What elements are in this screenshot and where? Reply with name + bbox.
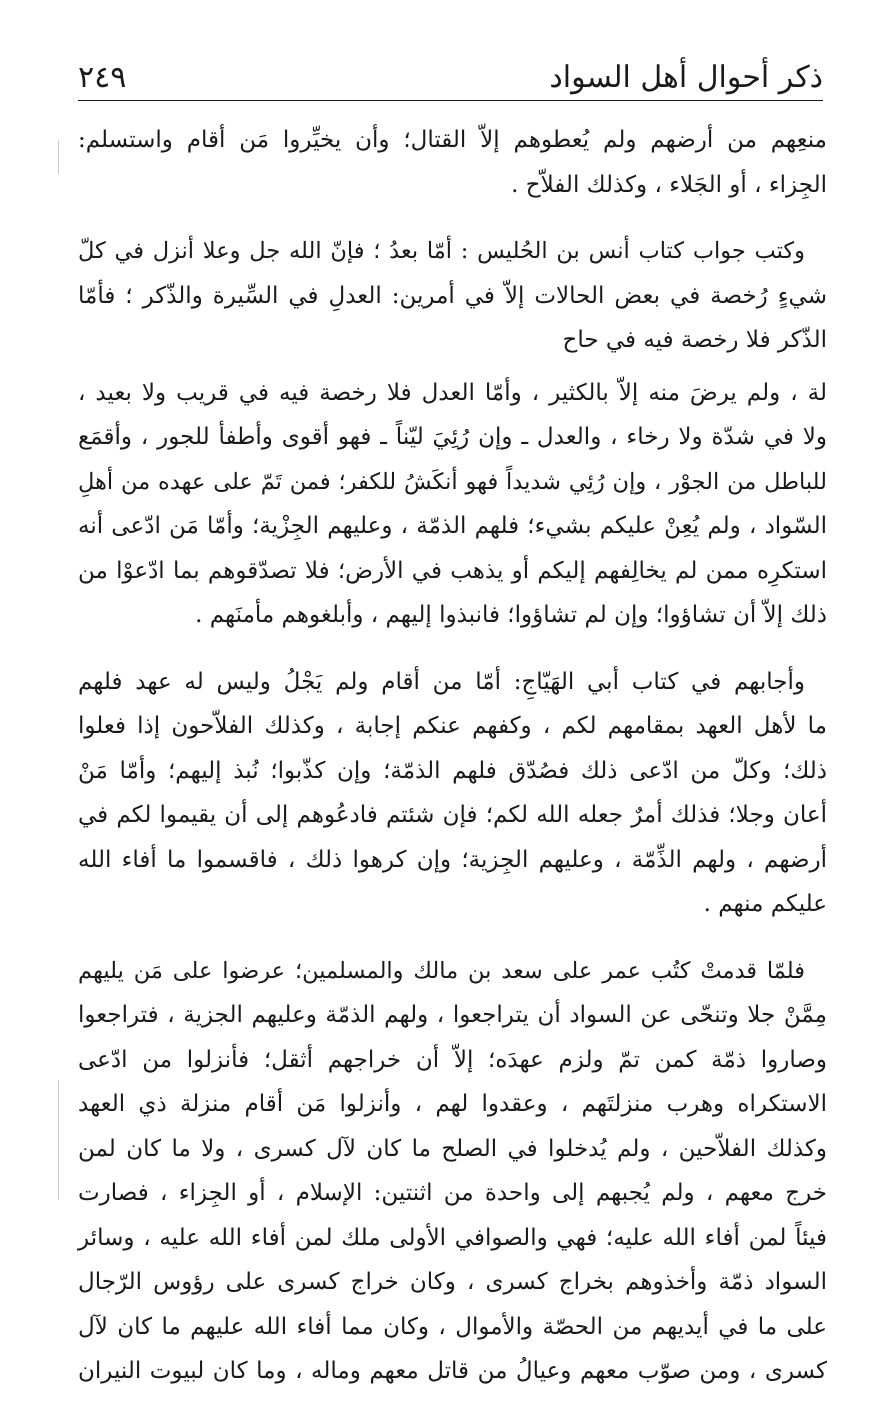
text-line: ذلك إلاّ أن تشاؤوا؛ وإن لم تشاؤوا؛ فانبذوا إليهم ، وأبلغوهم مأمنَهم . [195, 602, 827, 628]
text-line: على ما في أيديهم من الحصّة والأموال ، وكان مما أفاء الله عليهم ما كان لآل [78, 1313, 827, 1340]
page-header [78, 56, 823, 101]
text-line: فيئاً لمن أفاء الله عليه؛ فهي والصوافي الأولى ملك لمن أفاء الله عليه ، وسائر [78, 1224, 827, 1251]
text-line: الجِزاء ، أو الجَلاء ، وكذلك الفلاّح . [511, 171, 827, 198]
text-line: السّواد ، ولم يُعِنْ عليكم بشيء؛ فلهم الذمّة ، وعليهم الجِزْية؛ وأمّا مَن ادّعى أنه [78, 513, 827, 539]
text-line: وأجابهم في كتاب أبي الهَيّاجِ: أمّا من أقام ولم يَجْلُ وليس له عهد فلهم [78, 668, 805, 695]
text-line: الذّكر فلا رخصة فيه في حاح [562, 327, 827, 353]
text-line: السواد ذمّة وأخذوهم بخراج كسرى ، وكان خراج كسرى على رؤوس الرّجال [78, 1269, 827, 1295]
text-line: الاستكراه وهرب منزلتَهم ، وعقدوا لهم ، وأنزلوا مَن أقام منزلة ذي العهد [78, 1091, 827, 1117]
text-line: خرج معهم ، ولم يُجبهم إلى واحدة من اثنتين: الإسلام ، أو الجِزاء ، فصارت [78, 1180, 827, 1206]
paragraph [78, 371, 827, 638]
paragraph [78, 949, 827, 1394]
margin-mark [58, 140, 59, 174]
text-line: أرضهم ، ولهم الذِّمّة ، وعليهم الجِزية؛ وإن كرهوا ذلك ، فاقسموا ما أفاء الله [78, 846, 827, 873]
text-line: ذلك؛ وكلّ من ادّعى ذلك فصُدّق فلهم الذمّة؛ وإن كذّبوا؛ نُبذ إليهم؛ وأمّا مَنْ [78, 757, 827, 784]
text-line: ما لأهل العهد بمقامهم لكم ، وكفهم عنكم إجابة ، وكذلك الفلاّحون إذا فعلوا [78, 713, 827, 739]
body-text [78, 118, 827, 1416]
paragraph [78, 229, 827, 363]
page-number: ٢٤٩ [78, 60, 127, 95]
text-line: وكذلك الفلاّحين ، ولم يُدخلوا في الصلح ما كان لآل كسرى ، ولا ما كان لمن [78, 1135, 827, 1162]
text-line: وكتب جواب كتاب أنس بن الحُليس : أمّا بعدُ ؛ فإنّ الله جل وعلا أنزل في كلّ [78, 238, 805, 264]
text-line: استكرِه ممن لم يخالِفهم إليكم أو يذهب في الأرض؛ فلا تصدّقوهم بما ادّعوْا من [78, 557, 827, 584]
text-line: شيءٍ رُخصة في بعض الحالات إلاّ في أمرين: العدلِ في السِّيرة والذّكر ؛ فأمّا [78, 282, 827, 309]
text-line: فلمّا قدمتْ كتُب عمر على سعد بن مالك والمسلمين؛ عرضوا على مَن يليهم [78, 957, 805, 984]
text-line: لة ، ولم يرضَ منه إلاّ بالكثير ، وأمّا العدل فلا رخصة فيه في قريب ولا بعيد ، [78, 379, 827, 406]
text-line: مِمَّنْ جلا وتنحّى عن السواد أن يتراجعوا ، ولهم الذمّة وعليهم الجزية ، فتراجعوا [78, 1002, 827, 1028]
text-line: أعان وجلا؛ فذلك أمرٌ جعله الله لكم؛ فإن شئتم فادعُوهم إلى أن يقيموا لكم في [78, 802, 827, 828]
text-line: وصاروا ذمّة كمن تمّ ولزم عهدَه؛ إلاّ أن خراجهم أثقل؛ فأنزلوا من ادّعى [78, 1046, 827, 1073]
text-line: كسرى ، ومن صوّب معهم وعيالُ من قاتل معهم وماله ، وما كان لبيوت النيران [78, 1358, 827, 1384]
text-line: ولا في شدّة ولا رخاء ، والعدل ـ وإن رُئِيَ ليّناً ـ فهو أقوى وأطفأ للجور ، وأقمَع [78, 424, 827, 450]
text-line: منعِهم من أرضهم ولم يُعطوهم إلاّ القتال؛ وأن يخيِّروا مَن أقام واستسلم: [78, 127, 827, 153]
text-line: للباطل من الجوْر ، وإن رُئِي شديداً فهو أنكَشُ للكفر؛ فمن تَمّ على عهده من أهلِ [78, 468, 827, 495]
margin-mark [58, 1080, 59, 1200]
paragraph [78, 118, 827, 207]
text-line: عليكم منهم . [703, 891, 827, 917]
paragraph [78, 660, 827, 927]
running-title: ذكر أحوال أهل السواد [549, 60, 823, 95]
